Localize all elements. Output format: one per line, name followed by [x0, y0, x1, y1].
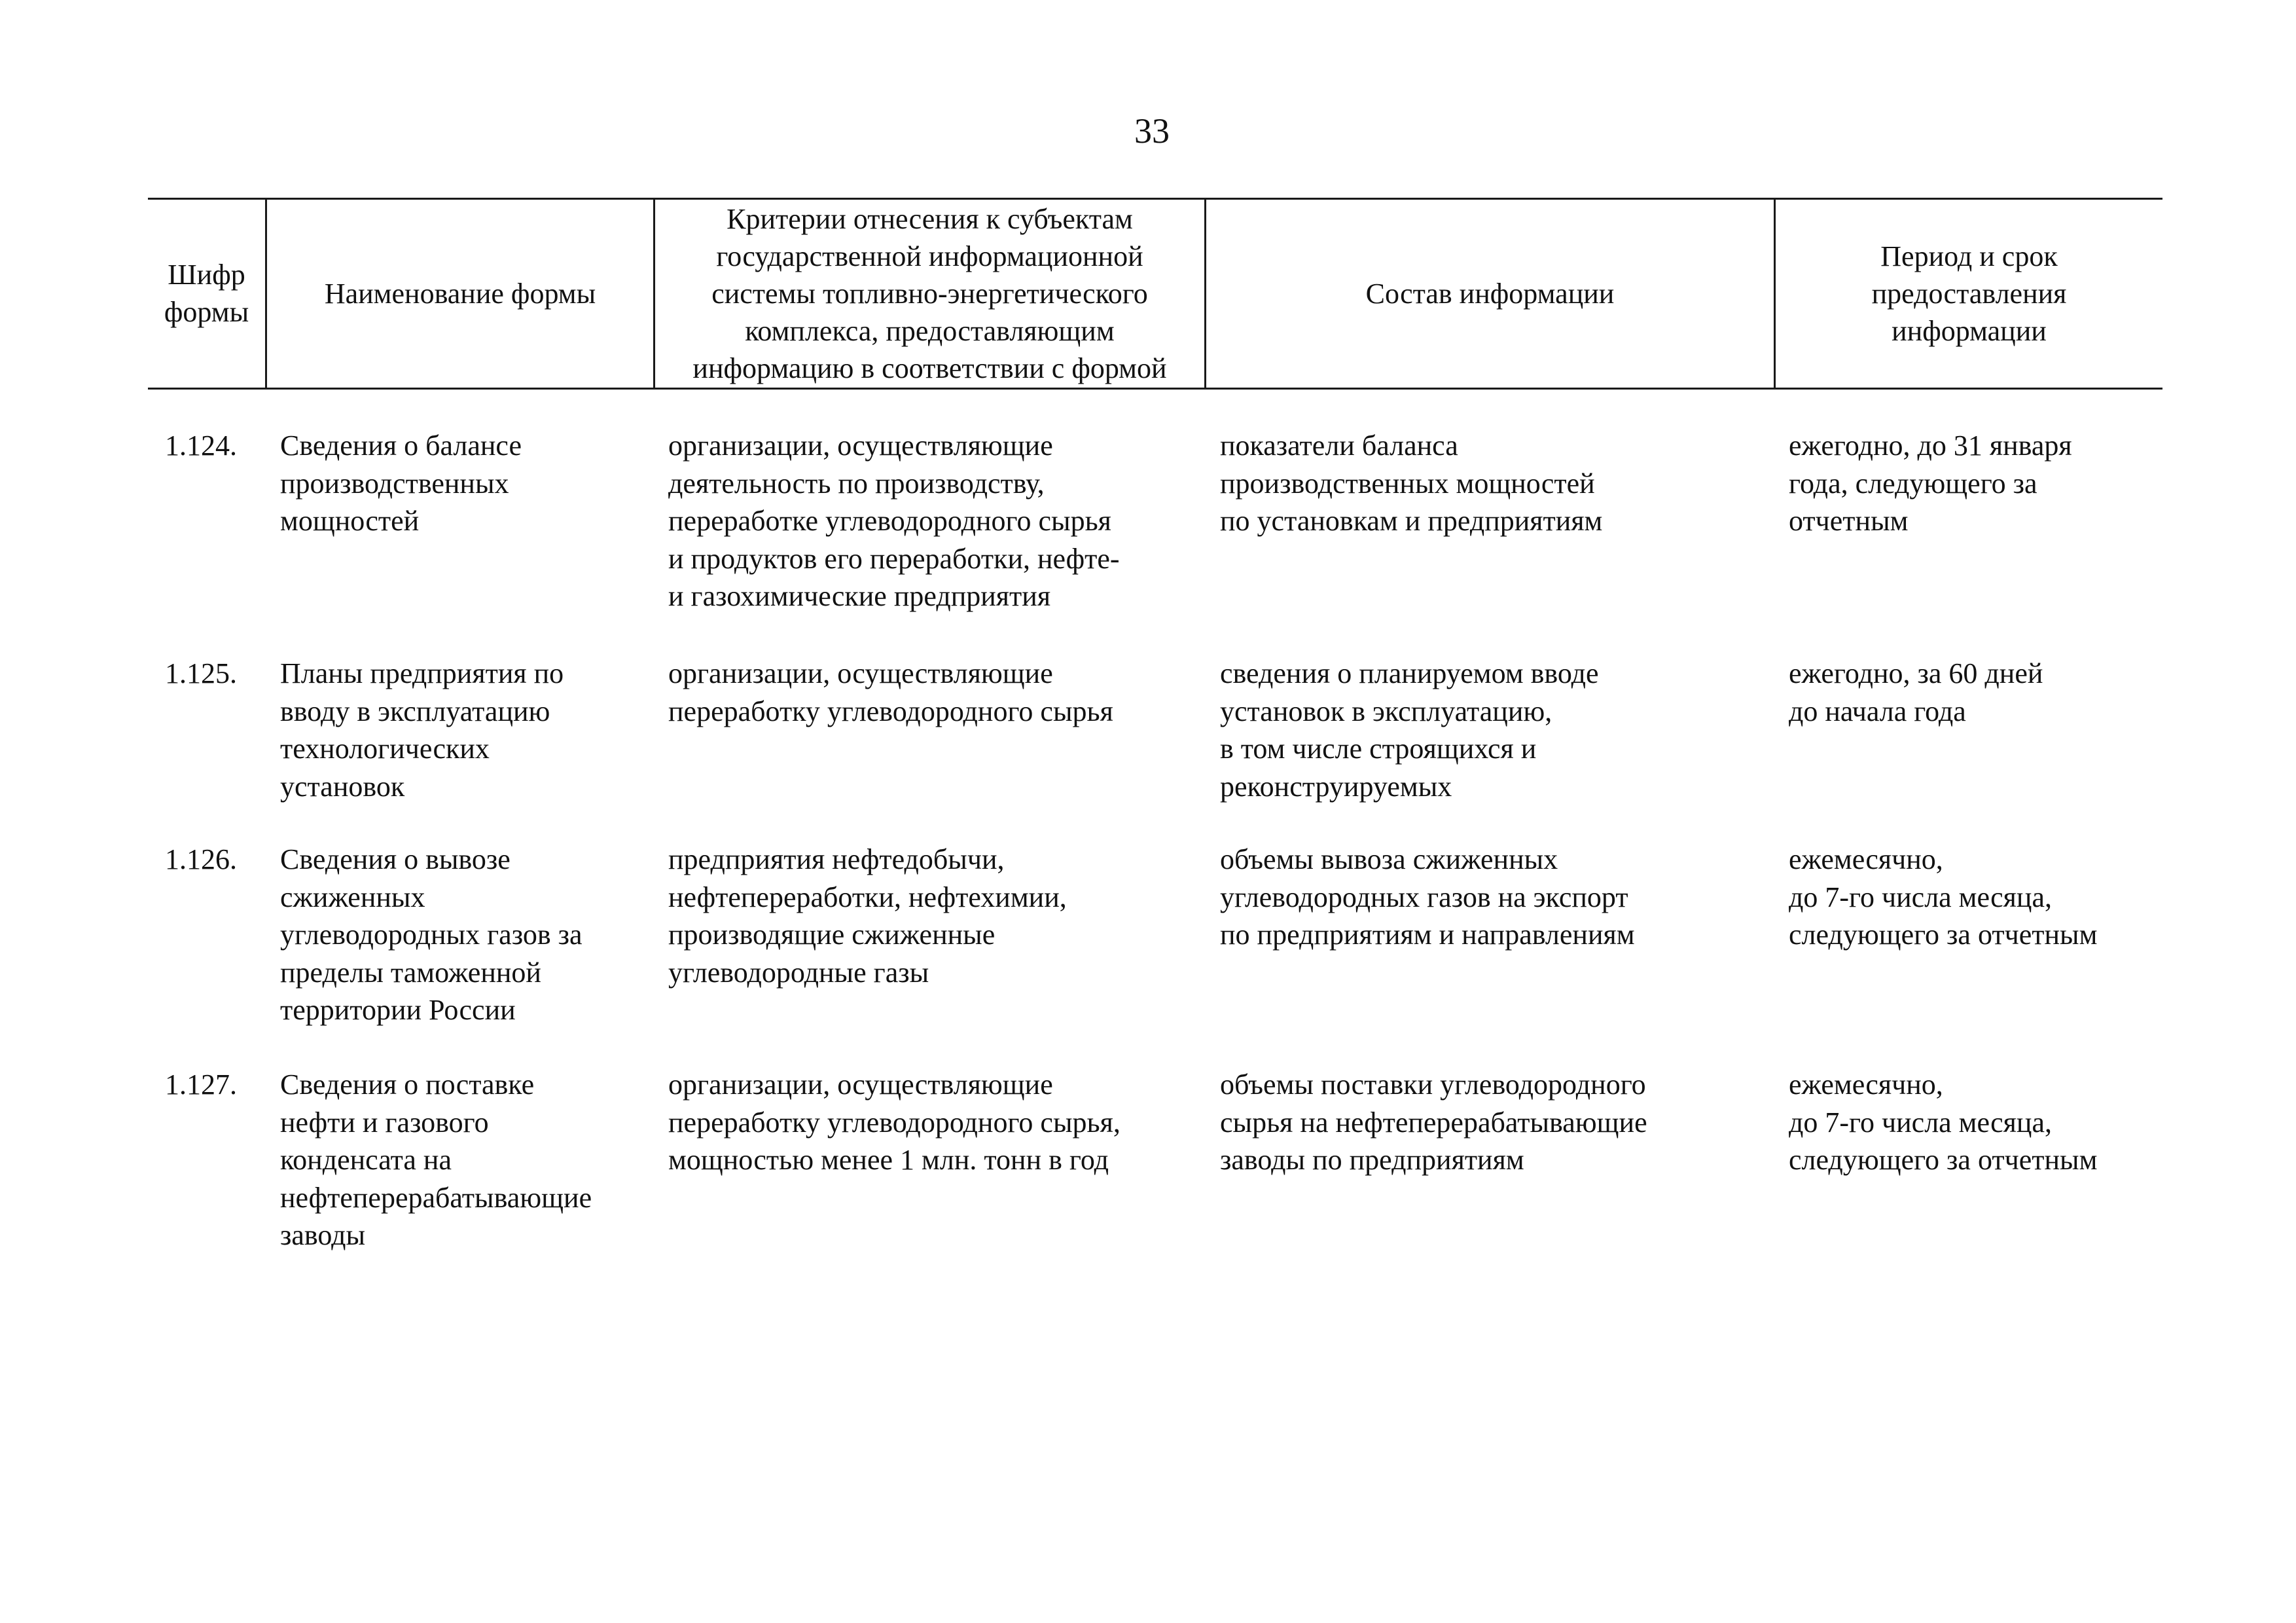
row-criteria: предприятия нефтедобычи, нефтепереработки, нефтехимии, производящие сжиженные углеводородные газы: [668, 843, 1067, 989]
row-form-name: Сведения о вывозе сжиженных углеводородных газов за пределы таможенной территории России: [280, 843, 583, 1026]
row-period: ежемесячно, до 7-го числа месяца, следующего за отчетным: [1789, 843, 2098, 951]
row-criteria: организации, осуществляющие переработку углеводородного сырья, мощностью менее 1 млн. тонн в год: [668, 1068, 1121, 1176]
row-form-name: Планы предприятия по вводу в эксплуатацию технологических установок: [280, 657, 564, 803]
row-form-name: Сведения о поставке нефти и газового конденсата на нефтеперерабатывающие заводы: [280, 1068, 592, 1251]
row-criteria: организации, осуществляющие деятельность по производству, переработке углеводородного сырья и продуктов его переработки, нефте- и газохимические предприятия: [668, 429, 1120, 612]
row-period: ежемесячно, до 7-го числа месяца, следующего за отчетным: [1789, 1068, 2098, 1176]
header-form-code: Шифр формы: [164, 259, 249, 328]
header-period: Период и срок предоставления информации: [1871, 240, 2067, 347]
header-information-content: Состав информации: [1365, 277, 1615, 310]
row-code: 1.127.: [165, 1068, 237, 1101]
row-information-content: показатели баланса производственных мощностей по установкам и предприятиям: [1220, 429, 1603, 537]
header-form-name: Наименование формы: [324, 277, 596, 310]
row-code: 1.126.: [165, 843, 237, 875]
table-header-bottom-rule: [148, 388, 2162, 390]
row-code: 1.124.: [165, 429, 237, 462]
row-period: ежегодно, за 60 дней до начала года: [1789, 657, 2043, 727]
header-criteria: Критерии отнесения к субъектам государственной информационной системы топливно-энергетического комплекса, предоставляющим информацию в соответствии с формой: [692, 202, 1167, 384]
row-information-content: сведения о планируемом вводе установок в эксплуатацию, в том числе строящихся и реконструируемых: [1220, 657, 1599, 803]
page-number: 33: [1134, 111, 1170, 151]
row-period: ежегодно, до 31 января года, следующего за отчетным: [1789, 429, 2072, 537]
row-form-name: Сведения о балансе производственных мощностей: [280, 429, 522, 537]
row-information-content: объемы вывоза сжиженных углеводородных газов на экспорт по предприятиям и направлениям: [1220, 843, 1635, 951]
row-criteria: организации, осуществляющие переработку углеводородного сырья: [668, 657, 1113, 727]
row-information-content: объемы поставки углеводородного сырья на нефтеперерабатывающие заводы по предприятиям: [1220, 1068, 1647, 1176]
row-code: 1.125.: [165, 657, 237, 689]
